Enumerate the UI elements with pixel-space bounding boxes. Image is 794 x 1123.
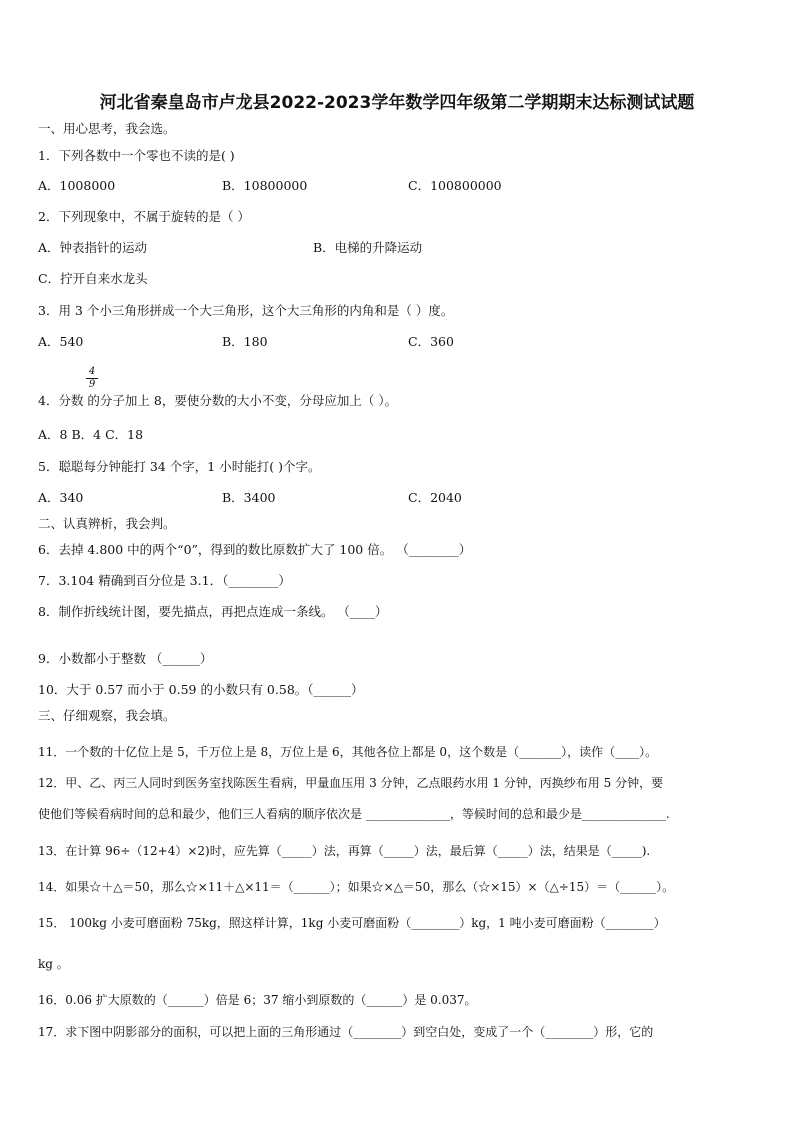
q2-option-c: C．拧开自来水龙头 <box>38 271 148 286</box>
question-13: 13．在计算 96÷（12+4）×2)时，应先算（_____）法，再算（_____）法，最后算（_____）法，结果是（_____). <box>38 844 651 858</box>
question-3: 3．用 3 个小三角形拼成一个大三角形，这个大三角形的内角和是（ ）度。 <box>38 303 454 318</box>
fraction-4-9 <box>86 367 98 390</box>
question-1: 1．下列各数中一个零也不读的是( ) <box>38 148 235 163</box>
q1-option-a: A．1008000 <box>38 178 116 193</box>
question-4: 4．分数 的分子加上 8，要使分数的大小不变，分母应加上（ ）。 <box>38 393 398 408</box>
section-3-heading: 三、仔细观察，我会填。 <box>38 708 176 723</box>
question-9: 9．小数都小于整数 （______） <box>38 651 213 666</box>
q5-option-a: A．340 <box>38 490 84 505</box>
question-2: 2．下列现象中，不属于旋转的是（ ） <box>38 209 250 224</box>
question-10: 10．大于 0.57 而小于 0.59 的小数只有 0.58。（______） <box>38 682 364 697</box>
q1-option-b: B．10800000 <box>222 178 308 193</box>
page-title: 河北省秦皇岛市卢龙县2022-2023学年数学四年级第二学期期末达标测试试题 <box>99 93 695 113</box>
question-6: 6．去掉 4.800 中的两个“0”，得到的数比原数扩大了 100 倍。 （________） <box>38 542 472 557</box>
q5-option-b: B．3400 <box>222 490 276 505</box>
q3-option-c: C．360 <box>408 334 454 349</box>
question-15-line-2: kg 。 <box>38 957 69 971</box>
question-12-line-1: 12．甲、乙、丙三人同时到医务室找陈医生看病，甲量血压用 3 分钟，乙点眼药水用 1 分钟，丙换纱布用 5 分钟，要 <box>38 776 664 790</box>
fraction-denominator: 9 <box>88 379 96 390</box>
q5-option-c: C．2040 <box>408 490 462 505</box>
question-17: 17．求下图中阴影部分的面积，可以把上面的三角形通过（________）到空白处，变成了一个（________）形，它的 <box>38 1025 654 1039</box>
question-14: 14．如果☆＋△＝50，那么☆×11＋△×11＝（______）；如果☆×△＝50，那么（☆×15）×（△÷15）＝（______）。 <box>38 880 675 894</box>
question-12-line-2: 使他们等候看病时间的总和最少，他们三人看病的顺序依次是 ______________，等候时间的总和最少是______________. <box>38 807 670 821</box>
q2-option-b: B．电梯的升降运动 <box>313 240 423 255</box>
question-11: 11．一个数的十亿位上是 5，千万位上是 8，万位上是 6，其他各位上都是 0，这个数是（_______），读作（____）。 <box>38 745 658 759</box>
question-16: 16．0.06 扩大原数的（______）倍是 6；37 缩小到原数的（______）是 0.037。 <box>38 993 477 1007</box>
q3-option-a: A．540 <box>38 334 84 349</box>
section-2-heading: 二、认真辨析，我会判。 <box>38 516 176 531</box>
q2-option-a: A．钟表指针的运动 <box>38 240 148 255</box>
section-1-heading: 一、用心思考，我会选。 <box>38 121 176 136</box>
q3-option-b: B．180 <box>222 334 268 349</box>
question-5: 5．聪聪每分钟能打 34 个字，1 小时能打( )个字。 <box>38 459 321 474</box>
question-15-line-1: 15． 100kg 小麦可磨面粉 75kg，照这样计算，1kg 小麦可磨面粉（________）kg，1 吨小麦可磨面粉（________） <box>38 916 666 930</box>
q1-option-c: C．100800000 <box>408 178 502 193</box>
question-7: 7．3.104 精确到百分位是 3.1．（________） <box>38 573 291 588</box>
fraction-numerator: 4 <box>88 366 96 377</box>
question-8: 8．制作折线统计图，要先描点，再把点连成一条线。 （____） <box>38 604 388 619</box>
q4-options: A．8 B．4 C．18 <box>38 427 144 442</box>
